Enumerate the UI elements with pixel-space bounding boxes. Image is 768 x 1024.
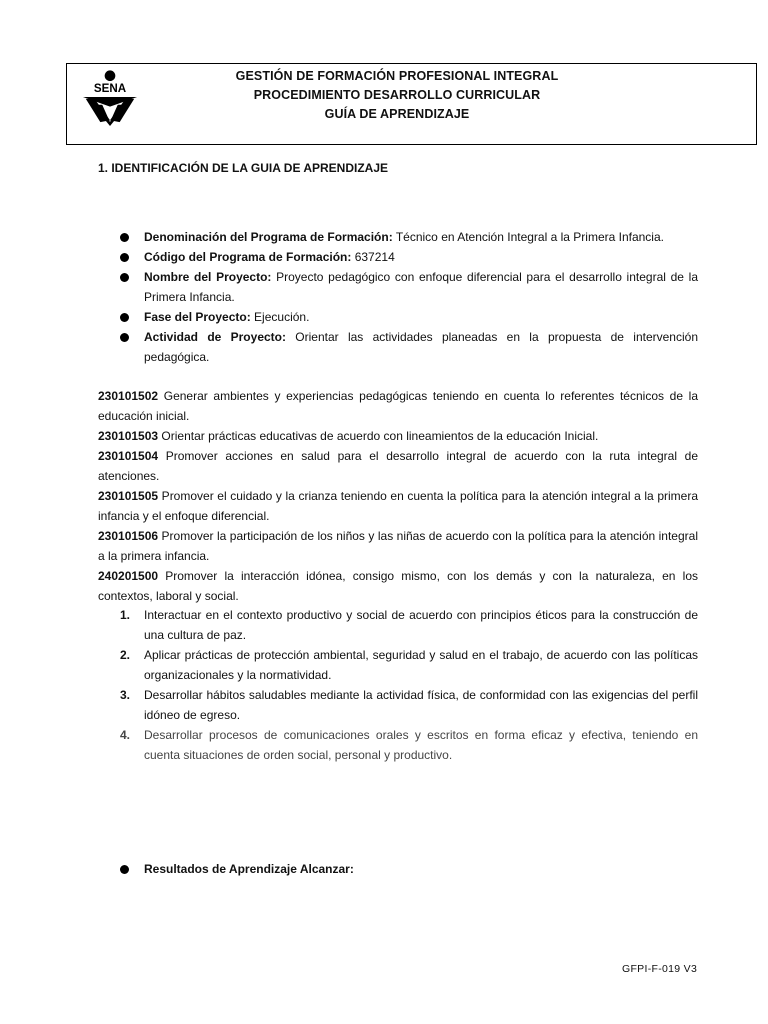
competencia-item	[98, 426, 698, 446]
competencia-item	[98, 486, 698, 526]
footer-form-code: GFPI-F-019 V3	[622, 963, 698, 975]
list-item	[120, 267, 698, 307]
competencia-item	[98, 566, 698, 606]
competencia-text: Promover acciones en salud para el desarrollo integral de acuerdo con la ruta integral de atenciones.	[98, 449, 698, 483]
item-number: 4.	[120, 728, 131, 742]
competencia-text: Promover la participación de los niños y las niñas de acuerdo con la política para la atención integral a la primera infancia.	[98, 529, 698, 563]
item-label: Nombre del Proyecto:	[144, 270, 272, 284]
competencia-code: 230101506	[98, 529, 159, 543]
numbered-item	[120, 685, 698, 725]
item-value: Orientar las actividades planeadas en la propuesta de intervención pedagógica.	[144, 330, 698, 364]
bullet-icon	[120, 333, 129, 342]
item-text: Desarrollar hábitos saludables mediante la actividad física, de conformidad con las exigencias del perfil idóneo de egreso.	[144, 688, 698, 722]
sena-logo	[81, 68, 139, 126]
item-value: 637214	[351, 250, 395, 264]
header-titles	[207, 67, 587, 124]
resultados-section	[120, 859, 698, 879]
item-value: Proyecto pedagógico con enfoque diferencial para el desarrollo integral de la Primera Infancia.	[144, 270, 698, 304]
document-header	[66, 63, 757, 145]
identification-list	[120, 227, 698, 367]
competencia-code: 230101503	[98, 429, 159, 443]
numbered-item	[120, 725, 698, 765]
competencia-text: Orientar prácticas educativas de acuerdo con lineamientos de la educación Inicial.	[158, 429, 599, 443]
header-line-2: PROCEDIMIENTO DESARROLLO CURRICULAR	[253, 88, 541, 102]
numbered-item	[120, 645, 698, 685]
item-text: Desarrollar procesos de comunicaciones orales y escritos en forma eficaz y efectiva, teniendo en cuenta situaciones de orden social, personal y productivo.	[144, 728, 698, 762]
item-value: Técnico en Atención Integral a la Primera Infancia.	[392, 230, 664, 244]
item-label: Fase del Proyecto:	[144, 310, 251, 324]
transversal-list	[120, 605, 698, 765]
competencias-list	[98, 386, 698, 606]
list-item	[120, 327, 698, 367]
bullet-icon	[120, 313, 129, 322]
item-text: Interactuar en el contexto productivo y social de acuerdo con principios éticos para la construcción de una cultura de paz.	[144, 608, 698, 642]
competencia-code: 230101505	[98, 489, 159, 503]
competencia-item	[98, 386, 698, 426]
item-value: Ejecución.	[250, 310, 310, 324]
competencia-item	[98, 446, 698, 486]
section-title: 1. IDENTIFICACIÓN DE LA GUIA DE APRENDIZAJE	[98, 161, 389, 175]
item-label: Actividad de Proyecto:	[144, 330, 286, 344]
header-line-1: GESTIÓN DE FORMACIÓN PROFESIONAL INTEGRAL	[235, 69, 559, 83]
item-text: Aplicar prácticas de protección ambiental, seguridad y salud en el trabajo, de acuerdo con las políticas organizacionales y la normatividad.	[144, 648, 698, 682]
bullet-icon	[120, 253, 129, 262]
item-number: 1.	[120, 608, 131, 622]
item-number: 2.	[120, 648, 131, 662]
competencia-code: 230101504	[98, 449, 159, 463]
item-number: 3.	[120, 688, 131, 702]
competencia-text: Generar ambientes y experiencias pedagógicas teniendo en cuenta lo referentes técnicos de la educación inicial.	[98, 389, 698, 423]
competencia-text: Promover el cuidado y la crianza teniendo en cuenta la política para la atención integral a la primera infancia y el enfoque diferencial.	[98, 489, 698, 523]
list-item	[120, 307, 698, 327]
competencia-item	[98, 526, 698, 566]
header-line-3: GUÍA DE APRENDIZAJE	[324, 107, 470, 121]
list-item	[120, 247, 698, 267]
item-label: Código del Programa de Formación:	[144, 250, 352, 264]
list-item	[120, 227, 698, 247]
list-item	[120, 859, 698, 879]
bullet-icon	[120, 233, 129, 242]
competencia-text: Promover la interacción idónea, consigo mismo, con los demás y con la naturaleza, en los contextos, laboral y social.	[98, 569, 698, 603]
competencia-code: 240201500	[98, 569, 159, 583]
numbered-item	[120, 605, 698, 645]
logo-text: SENA	[93, 82, 127, 96]
bullet-icon	[120, 865, 129, 874]
resultados-label: Resultados de Aprendizaje Alcanzar:	[144, 862, 354, 876]
item-label: Denominación del Programa de Formación:	[144, 230, 393, 244]
bullet-icon	[120, 273, 129, 282]
competencia-code: 230101502	[98, 389, 159, 403]
